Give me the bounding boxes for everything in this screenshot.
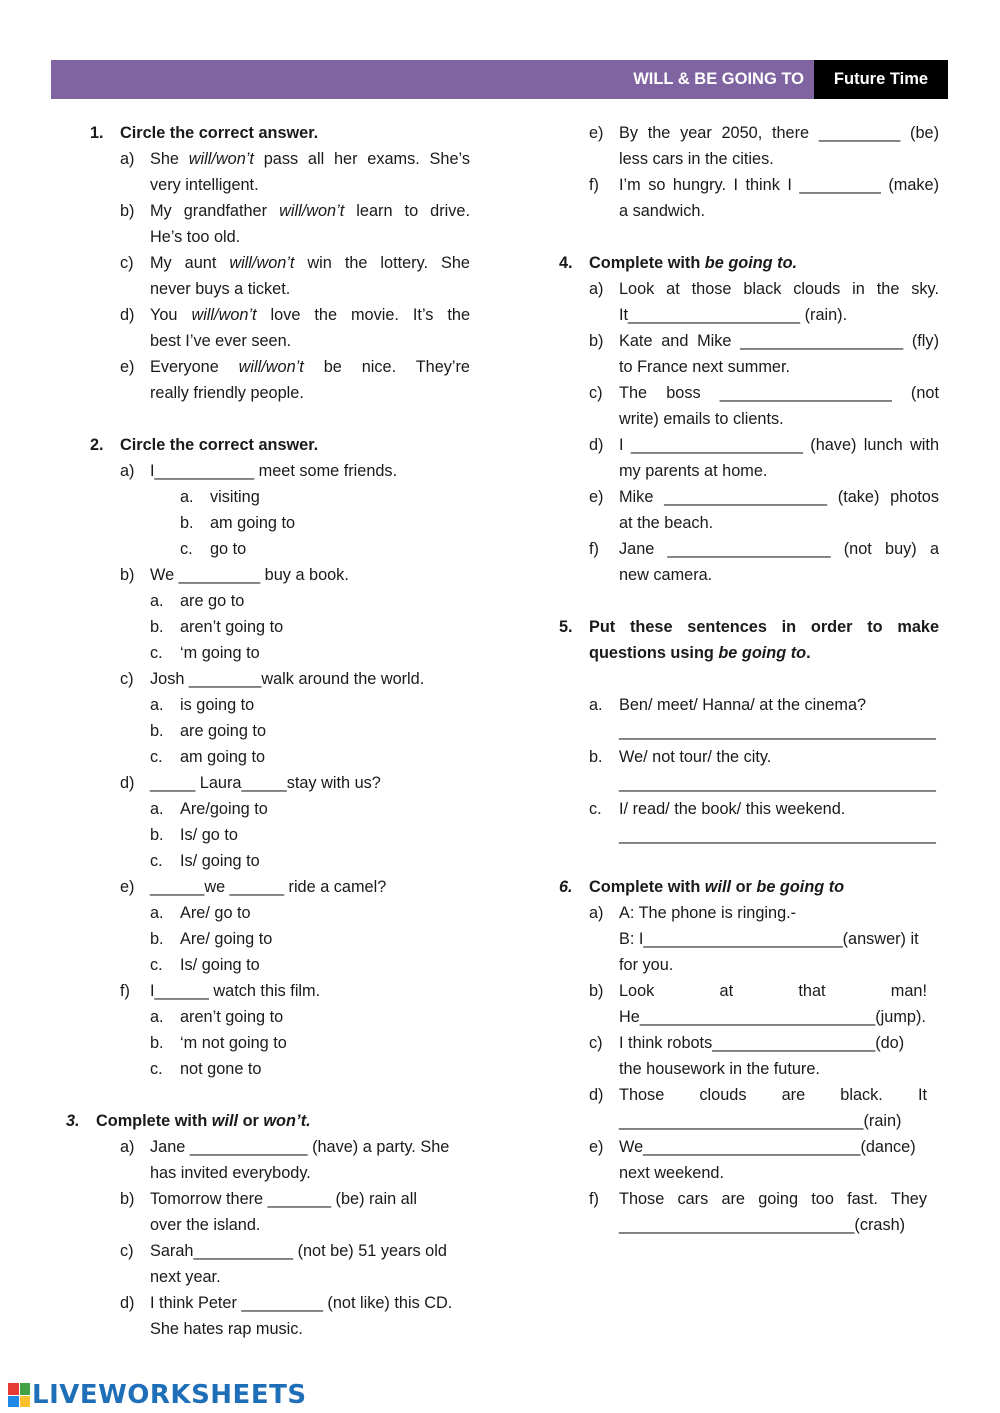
- answer-option: [60, 640, 470, 666]
- exercise-item-continued: [553, 406, 939, 432]
- exercise-item-continued: [553, 822, 939, 848]
- item-label: c.: [150, 644, 163, 662]
- liveworksheets-logo-icon: [8, 1383, 30, 1407]
- item-label: e): [120, 878, 135, 896]
- item-label: d): [589, 436, 604, 454]
- item-label: d): [589, 1086, 604, 1104]
- right-column: [553, 120, 939, 1238]
- exercise-item: [60, 198, 470, 224]
- item-label: b.: [150, 722, 164, 740]
- answer-option: [60, 718, 470, 744]
- item-label: a): [589, 280, 604, 298]
- exercise-item: [60, 302, 470, 328]
- item-text: go to: [210, 540, 247, 558]
- item-label: c): [589, 384, 603, 402]
- item-label: a): [120, 462, 135, 480]
- item-text: Is/ going to: [180, 852, 260, 870]
- item-text: We _________ buy a book.: [150, 566, 349, 584]
- answer-option: [60, 1004, 470, 1030]
- item-text: not gone to: [180, 1060, 262, 1078]
- item-label: c.: [150, 852, 163, 870]
- item-text: By the year 2050, there _________ (be): [619, 124, 939, 142]
- exercise-item-continued: [60, 1160, 470, 1186]
- question-number: 6.: [559, 878, 573, 896]
- item-label: f): [589, 1190, 599, 1208]
- answer-option: [60, 926, 470, 952]
- item-text: My aunt will/won’t win the lottery. She: [150, 254, 470, 272]
- item-label: c.: [150, 1060, 163, 1078]
- item-text: Is/ going to: [180, 956, 260, 974]
- item-text: _____ Laura_____stay with us?: [150, 774, 381, 792]
- question-instruction: Complete with will or be going to: [589, 878, 845, 896]
- worksheet-header: [51, 60, 948, 99]
- item-text: to France next summer.: [619, 358, 791, 376]
- item-label: e): [589, 1138, 604, 1156]
- item-text: Tomorrow there _______ (be) rain all: [150, 1190, 417, 1208]
- item-label: b): [120, 202, 135, 220]
- item-text: ___________________________(rain): [619, 1112, 902, 1130]
- item-text: Ben/ meet/ Hanna/ at the cinema?: [619, 696, 867, 714]
- exercise-item: [60, 458, 470, 484]
- item-text: ‘m not going to: [180, 1034, 287, 1052]
- item-label: a): [589, 904, 604, 922]
- item-text: We________________________(dance): [619, 1138, 916, 1156]
- exercise-item-continued: [553, 562, 939, 588]
- item-label: a): [120, 1138, 135, 1156]
- item-label: b): [120, 566, 135, 584]
- exercise-item: [60, 666, 470, 692]
- item-label: a): [120, 150, 135, 168]
- item-text: aren’t going to: [180, 1008, 284, 1026]
- item-text: really friendly people.: [150, 384, 304, 402]
- item-text: Jane _____________ (have) a party. She: [150, 1138, 450, 1156]
- item-text: ___________________________________: [619, 826, 936, 844]
- spacer: [60, 406, 470, 432]
- item-text: Josh ________walk around the world.: [150, 670, 425, 688]
- item-text: Look at that man!: [619, 982, 927, 1000]
- item-text: I think robots__________________(do): [619, 1034, 905, 1052]
- answer-option: [60, 796, 470, 822]
- spacer: [60, 1082, 470, 1108]
- item-label: e): [589, 124, 604, 142]
- exercise-item: [60, 1290, 470, 1316]
- exercise-item: [553, 1082, 939, 1108]
- exercise-item-continued: [553, 458, 939, 484]
- answer-option: [60, 588, 470, 614]
- item-label: c): [120, 670, 134, 688]
- exercise-item: [553, 432, 939, 458]
- exercise-item: [553, 900, 939, 926]
- item-text: I think Peter _________ (not like) this CD.: [150, 1294, 453, 1312]
- answer-option: [60, 848, 470, 874]
- item-label: f): [589, 540, 599, 558]
- item-text: You will/won’t love the movie. It’s the: [150, 306, 470, 324]
- item-text: ___________________________________: [619, 722, 936, 740]
- exercise-item-continued: [60, 224, 470, 250]
- exercise-item: [553, 744, 939, 770]
- item-label: d): [120, 774, 135, 792]
- item-label: f): [589, 176, 599, 194]
- item-label: a.: [589, 696, 603, 714]
- exercise-item-continued: [553, 198, 939, 224]
- exercise-item: [60, 562, 470, 588]
- item-text: at the beach.: [619, 514, 714, 532]
- question-instruction: questions using be going to.: [589, 644, 811, 662]
- brand-name: LIVEWORKSHEETS: [32, 1380, 307, 1410]
- item-text: Kate and Mike __________________ (fly): [619, 332, 939, 350]
- header-title: WILL & BE GOING TO: [633, 70, 804, 88]
- item-label: a.: [180, 488, 194, 506]
- item-text: very intelligent.: [150, 176, 259, 194]
- exercise-item: [60, 874, 470, 900]
- header-tag: Future Time: [814, 60, 948, 99]
- exercise-item: [553, 978, 939, 1004]
- exercise-item-continued: [553, 770, 939, 796]
- item-text: less cars in the cities.: [619, 150, 774, 168]
- exercise-item-continued: [553, 302, 939, 328]
- item-text: Is/ go to: [180, 826, 238, 844]
- question-heading: [60, 120, 470, 146]
- item-text: I ___________________ (have) lunch with: [619, 436, 939, 454]
- answer-option: [60, 952, 470, 978]
- item-label: c.: [150, 748, 163, 766]
- item-text: best I’ve ever seen.: [150, 332, 292, 350]
- answer-option: [60, 484, 470, 510]
- item-label: e): [120, 358, 135, 376]
- item-label: c.: [150, 956, 163, 974]
- item-text: Jane __________________ (not buy) a: [619, 540, 939, 558]
- item-label: b.: [589, 748, 603, 766]
- item-text: Everyone will/won’t be nice. They’re: [150, 358, 470, 376]
- item-text: are going to: [180, 722, 266, 740]
- item-label: b): [589, 982, 604, 1000]
- item-text: next year.: [150, 1268, 221, 1286]
- item-text: He’s too old.: [150, 228, 241, 246]
- exercise-item: [553, 484, 939, 510]
- footer-logo[interactable]: [8, 1380, 307, 1410]
- item-label: c): [589, 1034, 603, 1052]
- item-label: a.: [150, 1008, 164, 1026]
- item-text: Are/ going to: [180, 930, 273, 948]
- question-heading: [60, 1108, 470, 1134]
- exercise-item: [553, 1186, 939, 1212]
- exercise-item-continued: [60, 276, 470, 302]
- item-label: b.: [150, 1034, 164, 1052]
- question-instruction: Put these sentences in order to make: [589, 618, 939, 636]
- exercise-item-continued: [553, 146, 939, 172]
- exercise-item-continued: [60, 1212, 470, 1238]
- item-text: Are/going to: [180, 800, 268, 818]
- item-text: next weekend.: [619, 1164, 724, 1182]
- item-text: Those clouds are black. It: [619, 1086, 927, 1104]
- item-text: ______we ______ ride a camel?: [150, 878, 387, 896]
- item-text: I’m so hungry. I think I _________ (make): [619, 176, 939, 194]
- item-text: __________________________(crash): [619, 1216, 906, 1234]
- item-text: has invited everybody.: [150, 1164, 311, 1182]
- spacer: [553, 848, 939, 874]
- question-number: 1.: [90, 124, 104, 142]
- item-text: We/ not tour/ the city.: [619, 748, 772, 766]
- exercise-item: [553, 1030, 939, 1056]
- item-label: c.: [180, 540, 193, 558]
- item-text: am going to: [210, 514, 296, 532]
- item-label: c): [120, 254, 134, 272]
- question-number: 4.: [559, 254, 573, 272]
- item-text: I______ watch this film.: [150, 982, 321, 1000]
- exercise-item-continued: [553, 1004, 939, 1030]
- answer-option: [60, 614, 470, 640]
- item-text: I___________ meet some friends.: [150, 462, 398, 480]
- item-text: the housework in the future.: [619, 1060, 820, 1078]
- question-number: 3.: [66, 1112, 80, 1130]
- item-text: She hates rap music.: [150, 1320, 303, 1338]
- exercise-item: [553, 536, 939, 562]
- item-label: b.: [150, 618, 164, 636]
- answer-option: [60, 1030, 470, 1056]
- question-heading: [553, 874, 939, 900]
- exercise-item: [60, 250, 470, 276]
- item-label: d): [120, 1294, 135, 1312]
- answer-option: [60, 822, 470, 848]
- exercise-item: [60, 1238, 470, 1264]
- item-text: It___________________ (rain).: [619, 306, 848, 324]
- item-text: Look at those black clouds in the sky.: [619, 280, 939, 298]
- question-instruction: Circle the correct answer.: [120, 436, 319, 454]
- item-text: for you.: [619, 956, 674, 974]
- item-label: b): [120, 1190, 135, 1208]
- answer-option: [60, 510, 470, 536]
- exercise-item-continued: [553, 952, 939, 978]
- item-label: e): [589, 488, 604, 506]
- item-text: over the island.: [150, 1216, 261, 1234]
- item-label: b.: [150, 930, 164, 948]
- item-label: f): [120, 982, 130, 1000]
- exercise-item: [60, 354, 470, 380]
- item-text: The boss ___________________ (not: [619, 384, 939, 402]
- exercise-item-continued: [553, 718, 939, 744]
- question-heading: [553, 640, 939, 666]
- question-instruction: Circle the correct answer.: [120, 124, 319, 142]
- exercise-item-continued: [553, 1160, 939, 1186]
- item-text: new camera.: [619, 566, 713, 584]
- answer-option: [60, 744, 470, 770]
- exercise-item-continued: [553, 354, 939, 380]
- exercise-item: [553, 796, 939, 822]
- exercise-item: [60, 1134, 470, 1160]
- exercise-item: [553, 276, 939, 302]
- item-text: Mike __________________ (take) photos: [619, 488, 939, 506]
- item-label: b.: [150, 826, 164, 844]
- answer-option: [60, 1056, 470, 1082]
- spacer: [553, 588, 939, 614]
- item-text: My grandfather will/won’t learn to drive.: [150, 202, 470, 220]
- answer-option: [60, 900, 470, 926]
- exercise-item: [553, 328, 939, 354]
- exercise-item-continued: [60, 172, 470, 198]
- item-text: ‘m going to: [180, 644, 260, 662]
- exercise-item: [553, 692, 939, 718]
- exercise-item-continued: [60, 380, 470, 406]
- exercise-item-continued: [553, 1108, 939, 1134]
- left-column: [60, 120, 470, 1342]
- exercise-item-continued: [553, 1212, 939, 1238]
- question-number: 5.: [559, 618, 573, 636]
- question-instruction: Complete with will or won’t.: [96, 1112, 311, 1130]
- item-text: ___________________________________: [619, 774, 936, 792]
- item-label: c): [120, 1242, 134, 1260]
- question-number: 2.: [90, 436, 104, 454]
- item-label: a.: [150, 696, 164, 714]
- exercise-item-continued: [553, 926, 939, 952]
- answer-option: [60, 692, 470, 718]
- exercise-item-continued: [60, 1264, 470, 1290]
- spacer: [553, 224, 939, 250]
- item-text: Sarah___________ (not be) 51 years old: [150, 1242, 447, 1260]
- question-heading: [553, 614, 939, 640]
- exercise-item-continued: [60, 1316, 470, 1342]
- exercise-item-continued: [60, 328, 470, 354]
- exercise-item: [553, 172, 939, 198]
- spacer: [553, 666, 939, 692]
- item-text: She will/won’t pass all her exams. She’s: [150, 150, 470, 168]
- item-text: B: I______________________(answer) it: [619, 930, 919, 948]
- item-text: am going to: [180, 748, 266, 766]
- item-label: b.: [180, 514, 194, 532]
- item-label: d): [120, 306, 135, 324]
- item-text: I/ read/ the book/ this weekend.: [619, 800, 846, 818]
- item-label: c.: [589, 800, 602, 818]
- item-label: a.: [150, 592, 164, 610]
- exercise-item: [553, 380, 939, 406]
- item-text: aren’t going to: [180, 618, 284, 636]
- question-heading: [60, 432, 470, 458]
- question-instruction: Complete with be going to.: [589, 254, 798, 272]
- exercise-item: [60, 1186, 470, 1212]
- exercise-item-continued: [553, 510, 939, 536]
- item-text: a sandwich.: [619, 202, 705, 220]
- exercise-item: [60, 770, 470, 796]
- item-text: Those cars are going too fast. They: [619, 1190, 927, 1208]
- exercise-item-continued: [553, 1056, 939, 1082]
- exercise-item: [553, 120, 939, 146]
- exercise-item: [553, 1134, 939, 1160]
- answer-option: [60, 536, 470, 562]
- item-label: a.: [150, 904, 164, 922]
- item-text: never buys a ticket.: [150, 280, 291, 298]
- item-text: A: The phone is ringing.-: [619, 904, 797, 922]
- item-text: are go to: [180, 592, 245, 610]
- question-heading: [553, 250, 939, 276]
- item-text: write) emails to clients.: [619, 410, 784, 428]
- item-text: my parents at home.: [619, 462, 768, 480]
- item-text: He__________________________(jump).: [619, 1008, 926, 1026]
- item-label: a.: [150, 800, 164, 818]
- item-text: Are/ go to: [180, 904, 251, 922]
- item-text: is going to: [180, 696, 255, 714]
- exercise-item: [60, 146, 470, 172]
- item-label: b): [589, 332, 604, 350]
- exercise-item: [60, 978, 470, 1004]
- item-text: visiting: [210, 488, 260, 506]
